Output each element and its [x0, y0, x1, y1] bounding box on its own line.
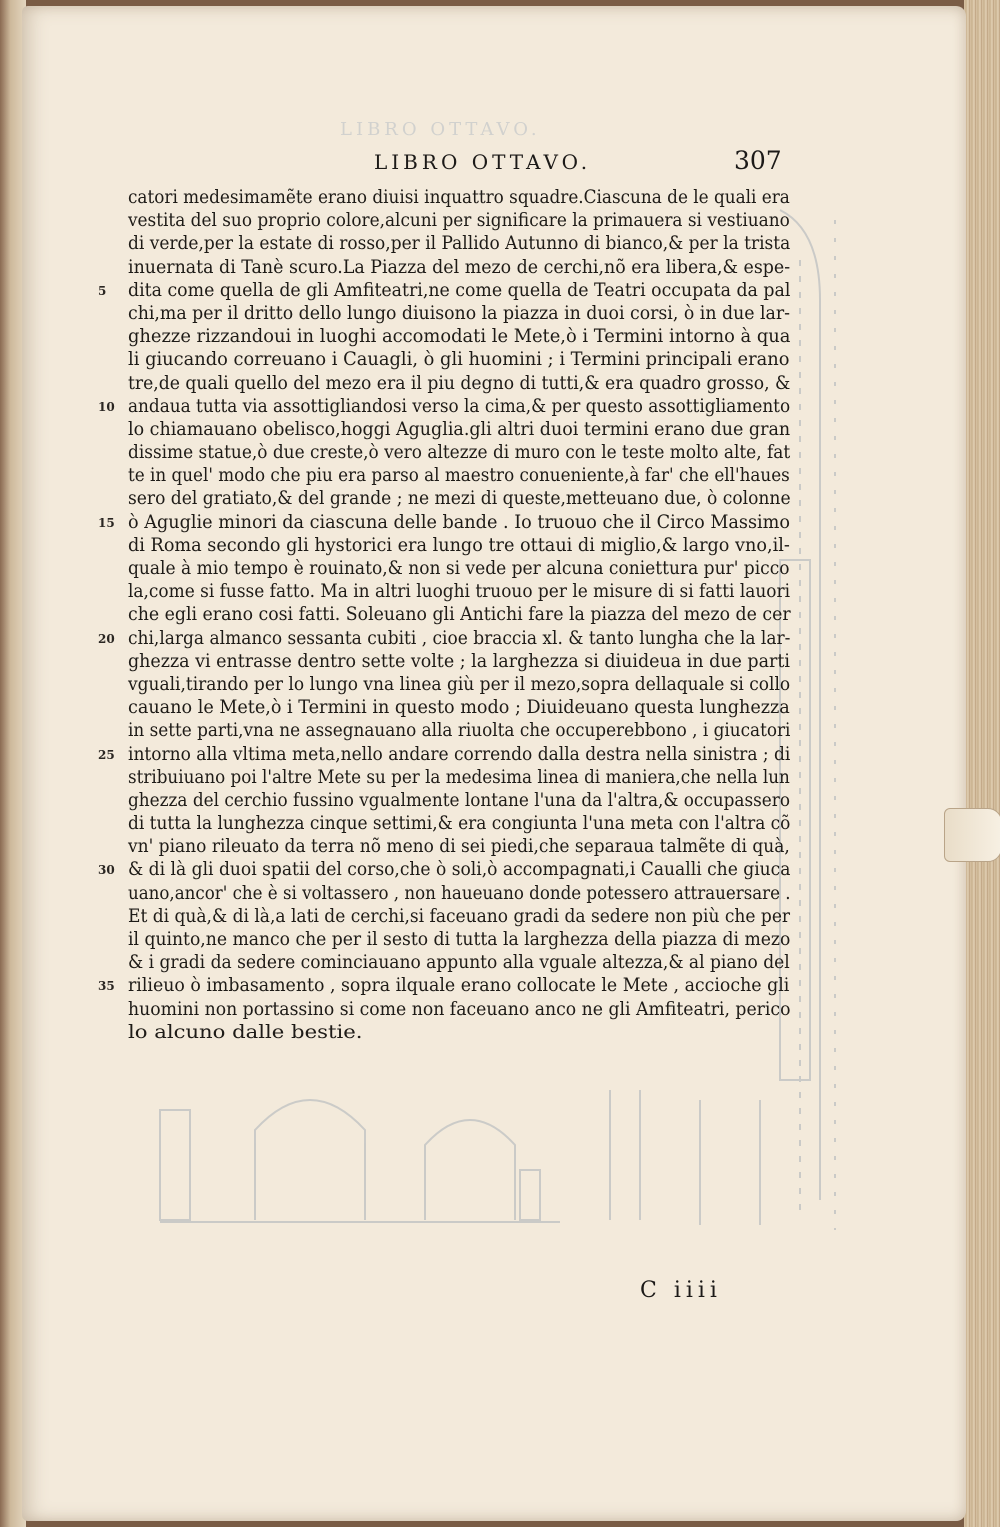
line-text: che egli erano cosi fatti. Soleuano gli Antichi fare la piazza del mezo de cer [128, 604, 791, 626]
line-number: 5 [98, 283, 107, 298]
text-line [128, 812, 796, 835]
text-line [98, 279, 796, 302]
text-line [128, 534, 796, 557]
text-line [128, 487, 796, 510]
show-through-column [160, 1110, 190, 1220]
text-line [98, 511, 796, 534]
text-line [128, 882, 796, 905]
text-line [128, 1021, 796, 1044]
text-line [128, 418, 796, 441]
text-line [128, 256, 796, 279]
text-line [128, 464, 796, 487]
line-text: di tutta la lunghezza cinque settimi,& era congiunta l'una meta con l'altra cõ [128, 813, 791, 835]
line-text: ghezza vi entrasse dentro sette volte ; la larghezza si diuideua in due parti [128, 650, 790, 672]
line-text: vn' piano rileuato da terra nõ meno di sei piedi,che separaua talmẽte di quà, [128, 836, 790, 858]
line-text: catori medesimamẽte erano diuisi inquattro squadre.Ciascuna de le quali era [128, 187, 790, 208]
text-line [128, 951, 796, 974]
line-text: dissime statue,ò due creste,ò vero altezze di muro con le teste molto alte, fat [128, 442, 791, 464]
text-line [128, 673, 796, 696]
text-line [128, 928, 796, 951]
text-line [128, 557, 796, 580]
line-text: la,come si fusse fatto. Ma in altri luoghi truouo per le misure di si fatti lauori [128, 581, 791, 603]
text-line [128, 348, 796, 371]
line-text: chi,larga almanco sessanta cubiti , cioe braccia xl. & tanto lungha che la lar- [128, 627, 791, 649]
text-line [128, 325, 796, 348]
line-text: inuernata di Tanè scuro.La Piazza del mezo de cerchi,nõ era libera,& espe- [128, 256, 791, 278]
line-text: andaua tutta via assottigliandosi verso la cima,& per questo assottigliamento [128, 395, 791, 417]
line-text: lo chiamauano obelisco,hoggi Aguglia.gli altri duoi termini erano due gran [128, 418, 791, 440]
show-through-posts [610, 1090, 760, 1225]
text-line [98, 395, 796, 418]
line-number: 10 [98, 399, 115, 414]
text-line [98, 627, 796, 650]
page-number: 307 [734, 146, 782, 175]
line-text: intorno alla vltima meta,nello andare correndo dalla destra nella sinistra ; di [128, 743, 791, 765]
text-line [128, 835, 796, 858]
line-number: 30 [98, 863, 115, 878]
text-line [98, 974, 796, 997]
text-line [128, 232, 796, 255]
line-text: stribuiuano poi l'altre Mete su per la medesima linea di maniera,che nella lun [128, 766, 790, 788]
line-text: Et di quà,& di là,a lati de cerchi,si faceuano gradi da sedere non più che per [128, 905, 791, 927]
text-line [128, 789, 796, 812]
line-text: di Roma secondo gli hystorici era lungo tre ottaui di miglio,& largo vno,il- [128, 534, 790, 556]
running-head-title: LIBRO OTTAVO. [374, 150, 592, 174]
text-line [128, 719, 796, 742]
line-text: cauano le Mete,ò i Termini in questo modo ; Diuideuano questa lunghezza [128, 697, 790, 719]
line-text: vestita del suo proprio colore,alcuni per significare la primauera si vestiuano [128, 210, 790, 232]
line-text: & i gradi da sedere cominciauano appunto alla vguale altezza,& al piano del [128, 952, 790, 974]
line-text: vguali,tirando per lo lungo vna linea giù per il mezo,sopra dellaquale si collo [128, 673, 791, 695]
line-text: huomini non portassino si come non faceuano anco ne gli Amfiteatri, perico [128, 998, 791, 1020]
line-number: 25 [98, 747, 115, 762]
line-text: in sette parti,vna ne assegnauano alla riuolta che occuperebbono , i giucatori [128, 720, 791, 742]
text-line [128, 766, 796, 789]
line-text: te in quel' modo che piu era parso al maestro conueniente,à far' che ell'haues [128, 465, 790, 487]
line-text: li giucando correuano i Cauagli, ò gli huomini ; i Termini principali erano [128, 349, 790, 371]
text-line [128, 603, 796, 626]
signature-mark: C iiii [640, 1278, 722, 1303]
line-number: 35 [98, 979, 115, 994]
line-number: 15 [98, 515, 115, 530]
show-through-arch-1 [255, 1100, 365, 1220]
line-text: tre,de quali quello del mezo era il piu degno di tutti,& era quadro grosso, & [128, 372, 791, 394]
line-text: ghezza del cerchio fussino vgualmente lontane l'una da l'altra,& occupassero [128, 789, 791, 811]
text-line [98, 743, 796, 766]
line-text: ò Aguglie minori da ciascuna delle bande . Io truouo che il Circo Massimo [128, 511, 790, 533]
line-text: il quinto,ne manco che per il sesto di tutta la larghezza della piazza di mezo [128, 929, 791, 950]
text-line [128, 998, 796, 1021]
text-line [128, 209, 796, 232]
line-text: & di là gli duoi spatii del corso,che ò soli,ò accompagnati,i Caualli che giuca [128, 859, 791, 881]
running-head [22, 146, 966, 180]
text-line [128, 696, 796, 719]
text-line [128, 650, 796, 673]
text-line [128, 372, 796, 395]
text-line [128, 186, 796, 209]
line-text: quale à mio tempo è rouinato,& non si vede per alcuna coniettura pur' picco [128, 558, 790, 579]
text-line [128, 302, 796, 325]
line-text: ghezze rizzandoui in luoghi accomodati le Mete,ò i Termini intorno à qua [128, 326, 791, 348]
line-text: di verde,per la estate di rosso,per il Pallido Autunno di bianco,& per la trista [128, 233, 791, 255]
line-text: dita come quella de gli Amfiteatri,ne come quella de Teatri occupata da pal [128, 279, 791, 301]
text-line [128, 441, 796, 464]
text-line [98, 858, 796, 881]
line-text: sero del gratiato,& del grande ; ne mezi di queste,metteuano due, ò colonne [128, 488, 791, 510]
text-line [128, 580, 796, 603]
line-text: lo alcuno dalle bestie. [128, 1021, 363, 1043]
text-line [128, 905, 796, 928]
show-through-head-text: LIBRO OTTAVO. [340, 119, 541, 140]
body-text [98, 186, 796, 1044]
show-through-arch-2 [425, 1120, 515, 1220]
show-through-small-column [520, 1170, 540, 1220]
line-text: chi,ma per il dritto dello lungo diuisono la piazza in duoi corsi, ò in due lar- [128, 302, 791, 324]
line-text: uano,ancor' che è si voltassero , non haueuano donde potessero attrauersare . [128, 882, 791, 904]
line-text: rilieuo ò imbasamento , sopra ilquale erano collocate le Mete , accioche gli [128, 975, 790, 997]
line-number: 20 [98, 631, 115, 646]
